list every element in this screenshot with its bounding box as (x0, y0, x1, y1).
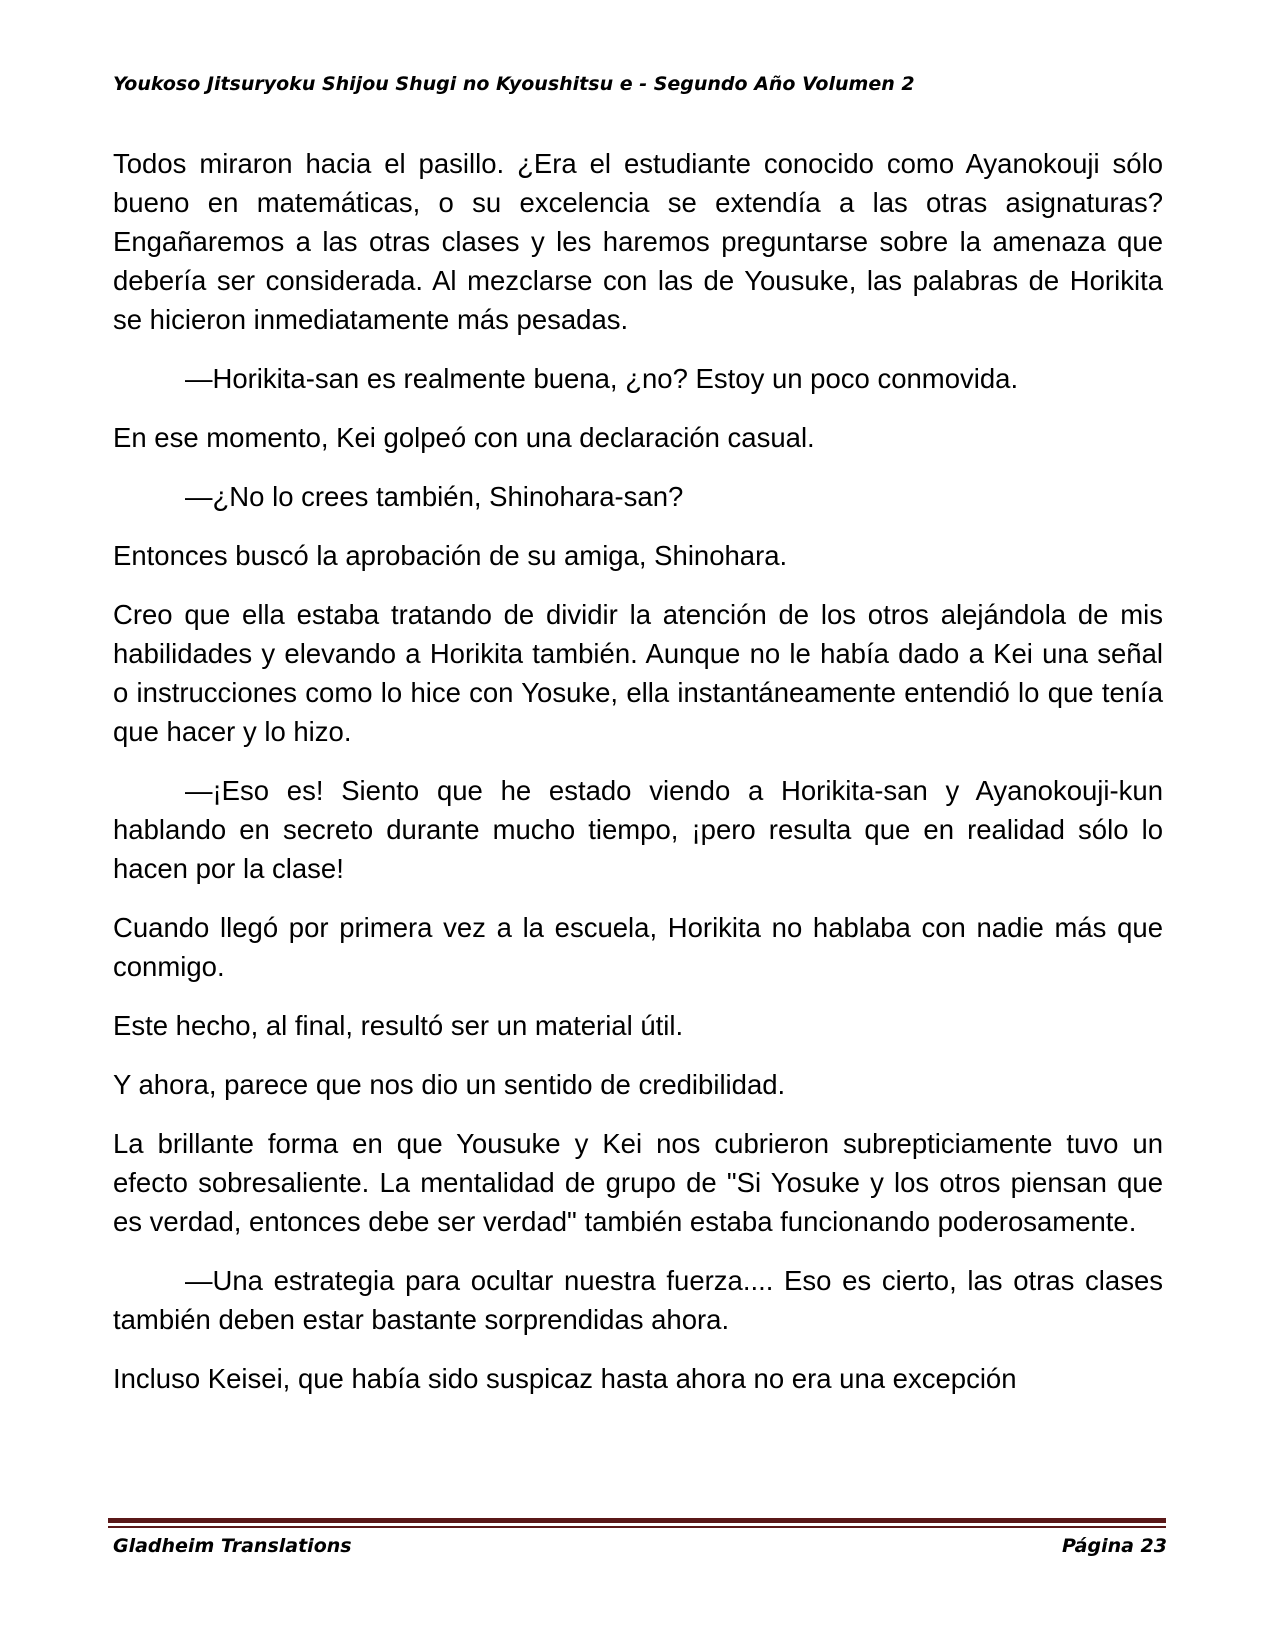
footer-translator-credit: Gladheim Translations (113, 1535, 352, 1557)
footer-divider-thick (108, 1518, 1166, 1523)
paragraph: La brillante forma en que Yousuke y Kei nos cubrieron subrepticiamente tuvo un efecto sobresaliente. La mentalidad de grupo de "Si Yosuke y los otros piensan que es verdad, entonces debe ser verdad" también estaba funcionando poderosamente. (113, 1128, 1163, 1237)
footer-page-number: Página 23 (1061, 1535, 1167, 1557)
paragraph: Cuando llegó por primera vez a la escuela, Horikita no hablaba con nadie más que conmigo. (113, 912, 1163, 982)
paragraph: Incluso Keisei, que había sido suspicaz hasta ahora no era una excepción (113, 1363, 1017, 1394)
paragraph: Todos miraron hacia el pasillo. ¿Era el estudiante conocido como Ayanokouji sólo bueno en matemáticas, o su excelencia se extendía a las otras asignaturas? Engañaremos a las otras clases y les haremos preguntarse sobre la amenaza que debería ser considerada. Al mezclarse con las de Yousuke, las palabras de Horikita se hicieron inmediatamente más pesadas. (113, 148, 1163, 335)
paragraph: Y ahora, parece que nos dio un sentido de credibilidad. (113, 1069, 786, 1100)
paragraph: En ese momento, Kei golpeó con una declaración casual. (113, 422, 815, 453)
dialogue-paragraph: —¡Eso es! Siento que he estado viendo a Horikita-san y Ayanokouji-kun hablando en secreto durante mucho tiempo, ¡pero resulta que en realidad sólo lo hacen por la clase! (113, 775, 1163, 884)
body-text (113, 144, 1163, 1418)
footer-divider-thin (108, 1526, 1166, 1528)
paragraph: Entonces buscó la aprobación de su amiga, Shinohara. (113, 540, 788, 571)
paragraph: Este hecho, al final, resultó ser un material útil. (113, 1010, 684, 1041)
paragraph: Creo que ella estaba tratando de dividir la atención de los otros alejándola de mis habilidades y elevando a Horikita también. Aunque no le había dado a Kei una señal o instrucciones como lo hice con Yosuke, ella instantáneamente entendió lo que tenía que hacer y lo hizo. (113, 599, 1163, 747)
dialogue-paragraph: —Horikita-san es realmente buena, ¿no? Estoy un poco conmovida. (185, 363, 1019, 394)
dialogue-paragraph: —¿No lo crees también, Shinohara-san? (185, 481, 684, 512)
dialogue-paragraph: —Una estrategia para ocultar nuestra fuerza.... Eso es cierto, las otras clases también deben estar bastante sorprendidas ahora. (113, 1265, 1163, 1335)
page-header-title: Youkoso Jitsuryoku Shijou Shugi no Kyoushitsu e - Segundo Año Volumen 2 (113, 73, 915, 95)
